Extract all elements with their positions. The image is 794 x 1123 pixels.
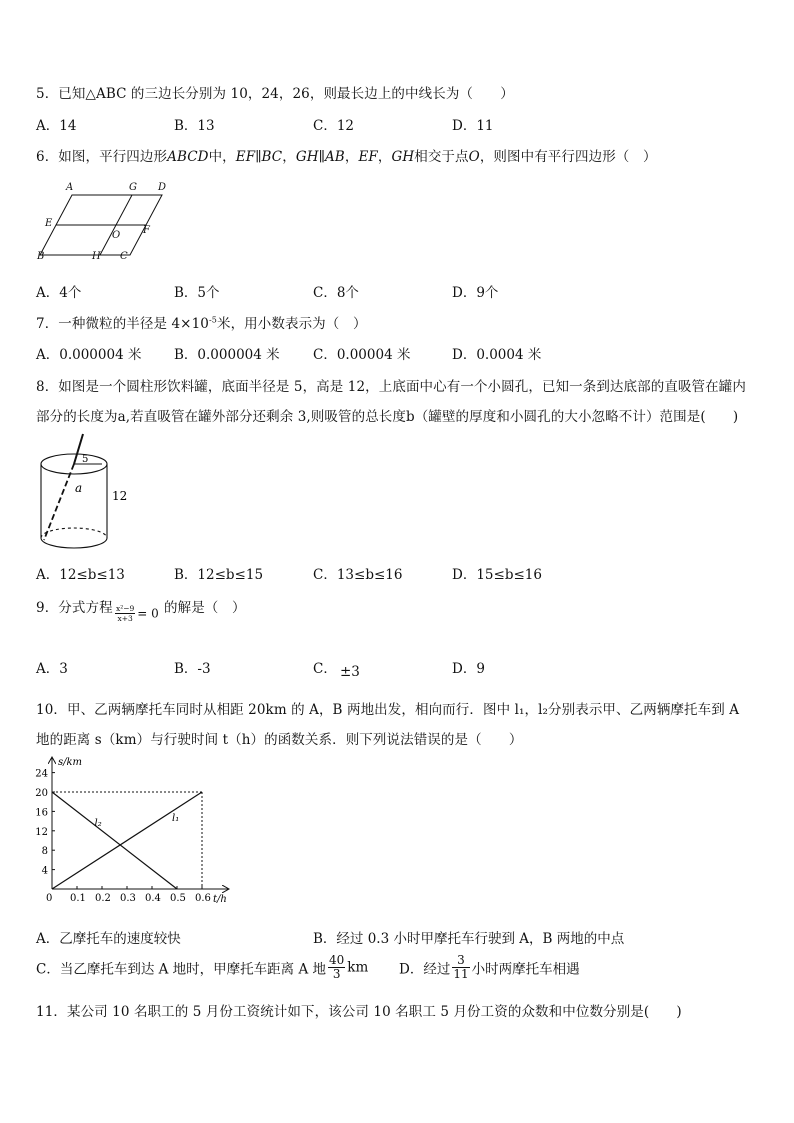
label-a: A <box>66 182 74 193</box>
q6-option-c: C．8个 <box>313 285 359 301</box>
y-tick-label-1: 8 <box>41 846 48 858</box>
q9-option-b: B．-3 <box>174 661 211 677</box>
q9-frac-num: x²−9 <box>116 604 135 613</box>
q9-option-c: C． <box>313 661 337 677</box>
q10-option-b: B．经过 0.3 小时甲摩托车行驶到 A，B 两地的中点 <box>313 931 625 947</box>
q8-line1: 8．如图是一个圆柱形饮料罐，底面半径是 5，高是 12，上底面中心有一个小圆孔，已知一条到达底部的直吸管在罐内 <box>36 379 746 395</box>
q9-option-d: D．9 <box>452 661 485 677</box>
distance-time-chart <box>28 752 248 917</box>
series-label-l2: l₂ <box>94 817 102 829</box>
q5-option-d: D．11 <box>452 118 494 134</box>
q7-option-b: B．0.000004 米 <box>174 347 280 363</box>
q6-option-d: D．9个 <box>452 285 499 301</box>
parallelogram-figure <box>30 175 175 263</box>
q9-option-a: A．3 <box>36 661 68 677</box>
q8-option-a: A．12≤b≤13 <box>36 567 125 583</box>
q6-stem: 6．如图，平行四边形ABCD中，EF∥BC，GH∥AB，EF，GH相交于点O，则图中有平行四边形（ ） <box>36 149 657 165</box>
q8-option-d: D．15≤b≤16 <box>452 567 542 583</box>
q9-stem-pre: 9．分式方程 <box>36 600 113 616</box>
x-tick-label-3: 0.3 <box>120 893 136 904</box>
y-axis-label: s/km <box>58 757 83 768</box>
q10-option-c: C．当乙摩托车到达 A 地时，甲摩托车距离 A 地 $\frac{40}{3}$ km <box>36 953 369 981</box>
series-label-l1: l₁ <box>172 813 180 825</box>
series-line-2 <box>52 792 180 889</box>
q7-option-d: D．0.0004 米 <box>452 347 542 363</box>
q11-stem: 11．某公司 10 名职工的 5 月份工资统计如下，该公司 10 名职工 5 月份工资的众数和中位数分别是( ) <box>36 1004 682 1020</box>
x-tick-label-4: 0.4 <box>145 893 161 904</box>
q9-frac-den: x+3 <box>117 614 133 623</box>
q9-fraction <box>113 604 159 623</box>
q10-line2: 地的距离 s（km）与行驶时间 t（h）的函数关系．则下列说法错误的是（ ） <box>36 732 523 748</box>
q10-option-a: A．乙摩托车的速度较快 <box>36 931 181 947</box>
a-label: a <box>75 481 83 495</box>
label-h: H <box>92 251 101 262</box>
q8-line2: 部分的长度为a,若直吸管在罐外部分还剩余 3,则吸管的总长度b（罐壁的厚度和小圆孔的大小忽略不计）范围是( ) <box>36 409 739 425</box>
cylinder-figure <box>30 432 140 554</box>
x-axis-label: t/h <box>213 894 227 905</box>
q10-option-d: D．经过 $\frac{3}{11}$ 小时两摩托车相遇 <box>399 953 580 981</box>
x-tick-label-0: 0 <box>46 893 53 904</box>
q5-option-b: B．13 <box>174 118 215 134</box>
y-tick-label-5: 24 <box>35 768 48 780</box>
label-g: G <box>129 182 137 193</box>
label-b: B <box>37 251 45 262</box>
q6-option-a: A．4个 <box>36 285 82 301</box>
q5-stem: 5．已知△ABC 的三边长分别为 10，24，26，则最长边上的中线长为（ ） <box>36 86 514 102</box>
q7-stem: 7．一种微粒的半径是 $4\times 10^{-5}$米，用小数表示为（ ） <box>36 315 367 332</box>
q6-option-b: B．5个 <box>174 285 220 301</box>
label-c: C <box>120 251 128 262</box>
label-f: F <box>143 225 150 236</box>
q10-line1: 10．甲、乙两辆摩托车同时从相距 20km 的 A，B 两地出发，相向而行．图中 l₁，l₂分别表示甲、乙两辆摩托车到 A <box>36 702 740 718</box>
label-o: O <box>112 230 121 241</box>
x-tick-label-2: 0.2 <box>95 893 111 904</box>
y-tick-label-2: 12 <box>35 826 48 838</box>
q7-option-a: A．0.000004 米 <box>36 347 142 363</box>
y-tick-label-0: 4 <box>41 865 48 877</box>
q9-equals: = 0 <box>137 606 159 621</box>
q5-option-a: A．14 <box>36 118 77 134</box>
q9-option-c-value: ±3 <box>340 664 360 680</box>
q7-option-c: C．0.00004 米 <box>313 347 411 363</box>
series-line-1 <box>52 792 202 889</box>
radius-label: 5 <box>82 454 89 465</box>
y-tick-label-4: 20 <box>35 788 48 799</box>
label-e: E <box>45 218 53 229</box>
q8-option-c: C．13≤b≤16 <box>313 567 403 583</box>
x-tick-label-5: 0.5 <box>170 893 186 904</box>
y-tick-label-3: 16 <box>35 807 48 819</box>
label-d: D <box>158 182 167 193</box>
q8-option-b: B．12≤b≤15 <box>174 567 264 583</box>
x-tick-label-6: 0.6 <box>195 893 211 904</box>
q5-option-c: C．12 <box>313 118 355 134</box>
q9-stem-post: 的解是（ ） <box>164 600 246 616</box>
x-tick-label-1: 0.1 <box>70 893 86 904</box>
height-label: 12 <box>112 489 128 503</box>
